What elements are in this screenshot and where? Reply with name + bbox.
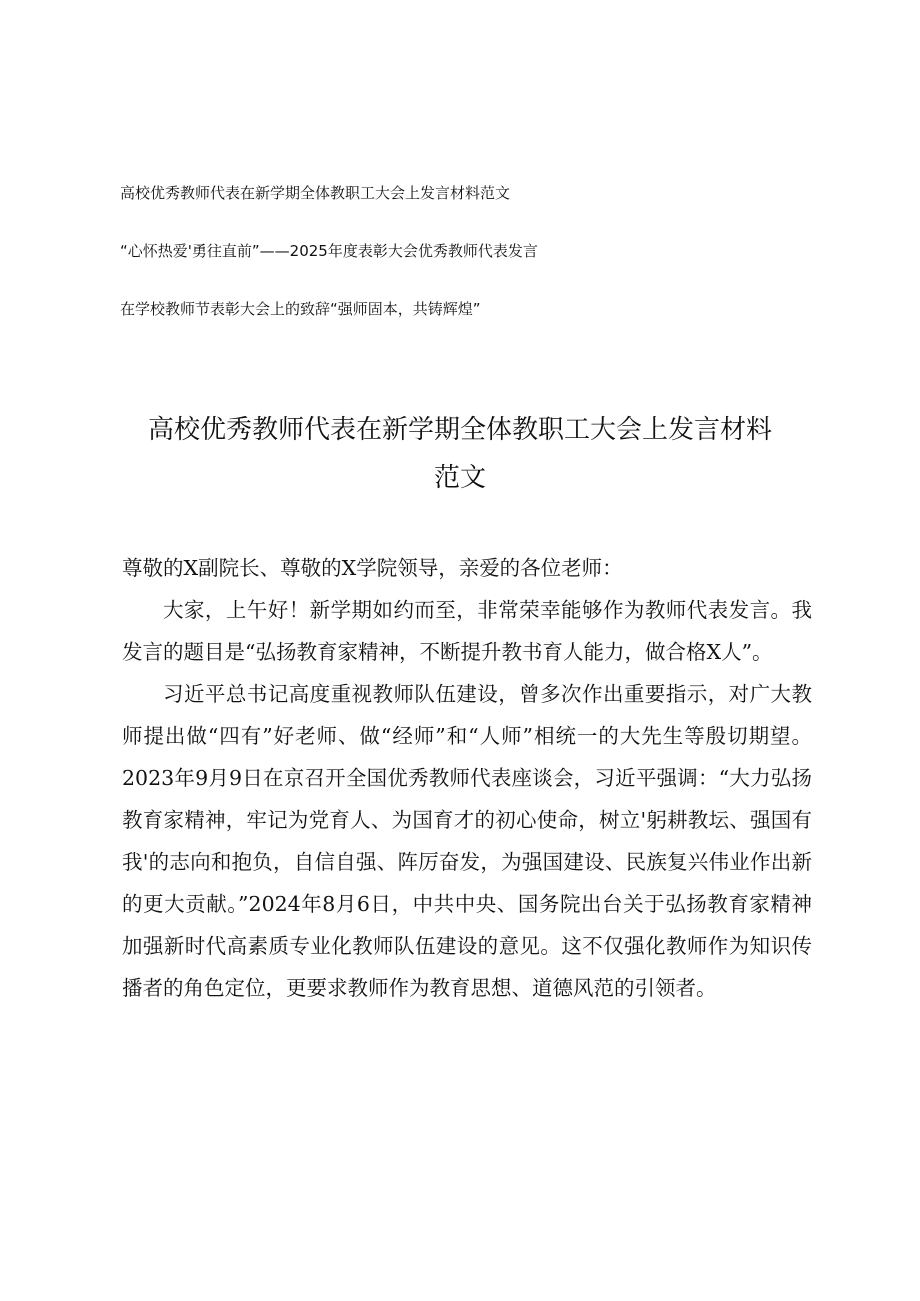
document-title-line-1: 高校优秀教师代表在新学期全体教职工大会上发言材料 <box>147 415 772 445</box>
related-titles-list <box>120 183 538 319</box>
salutation: 尊敬的X副院长、尊敬的X学院领导，亲爱的各位老师： <box>122 556 623 580</box>
related-title-1[interactable]: 高校优秀教师代表在新学期全体教职工大会上发言材料范文 <box>120 184 511 202</box>
paragraph-1: 大家，上午好！新学期如约而至，非常荣幸能够作为教师代表发言。我发言的题目是“弘扬教育家精神，不断提升教书育人能力，做合格X人”。 <box>122 598 812 664</box>
related-title-2[interactable]: “心怀热爱'勇往直前”——2025年度表彰大会优秀教师代表发言 <box>120 242 538 260</box>
document-body <box>122 547 812 1009</box>
document-title <box>120 406 800 502</box>
paragraph-2: 习近平总书记高度重视教师队伍建设，曾多次作出重要指示，对广大教师提出做“四有”好老师、做“经师”和“人师”相统一的大先生等殷切期望。2023年9月9日在京召开全国优秀教师代表座谈会，习近平强调：“大力弘扬教育家精神，牢记为党育人、为国育才的初心使命，树立'躬耕教坛、强国有我'的志向和抱负，自信自强、阵厉奋发，为强国建设、民族复兴伟业作出新的更大贡献。”2024年8月6日，中共中央、国务院出台关于弘扬教育家精神加强新时代高素质专业化教师队伍建设的意见。这不仅强化教师作为知识传播者的角色定位，更要求教师作为教育思想、道德风范的引领者。 <box>122 682 812 1000</box>
related-title-3[interactable]: 在学校教师节表彰大会上的致辞“强师固本，共铸辉煌” <box>120 300 481 318</box>
document-title-line-2: 范文 <box>433 463 486 493</box>
